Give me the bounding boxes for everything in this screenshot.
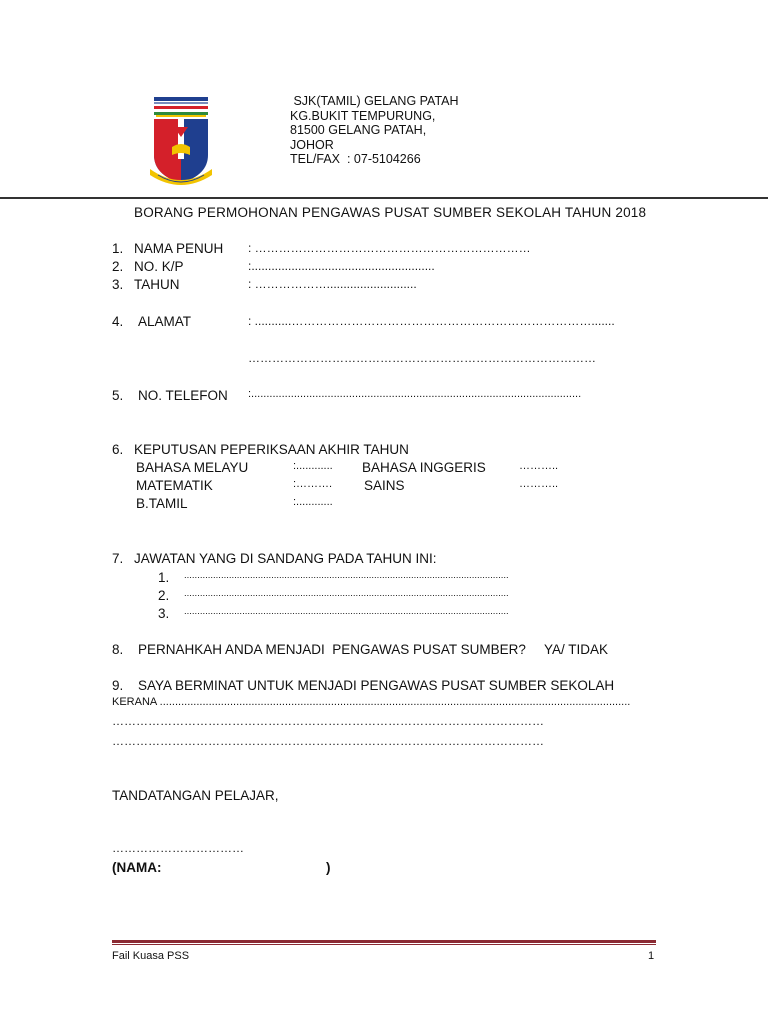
q3-answer-line[interactable]: : ………………........................... xyxy=(248,277,417,291)
q9-label: SAYA BERMINAT UNTUK MENJADI PENGAWAS PUSAT SUMBER SEKOLAH xyxy=(138,678,615,693)
q1-number: 1. xyxy=(112,241,124,256)
subject-line-bi[interactable]: ……….. xyxy=(519,460,559,472)
position-item-line[interactable]: ........................................................................................................................... xyxy=(184,588,509,599)
page-number: 1 xyxy=(648,950,655,962)
signature-label: TANDATANGAN PELAJAR, xyxy=(112,788,279,803)
form-title: BORANG PERMOHONAN PENGAWAS PUSAT SUMBER SEKOLAH TAHUN 2018 xyxy=(134,205,647,220)
q1-label: NAMA PENUH xyxy=(134,241,224,256)
subject-name-math: MATEMATIK xyxy=(136,478,213,493)
q9-answer-line-2[interactable]: ……………………………………………………………………………………………… xyxy=(112,714,544,728)
q8-number: 8. xyxy=(112,642,124,657)
q3-number: 3. xyxy=(112,277,124,292)
name-close: ) xyxy=(326,860,331,875)
q5-number: 5. xyxy=(112,388,124,403)
position-item-number: 1. xyxy=(158,570,170,585)
subject-line-btamil[interactable]: :............ xyxy=(293,496,333,508)
q8-answer[interactable]: YA/ TIDAK xyxy=(544,642,609,657)
subject-name-sains: SAINS xyxy=(364,478,405,493)
subject-line-bm[interactable]: :............ xyxy=(293,460,333,472)
q9-number: 9. xyxy=(112,678,124,693)
q2-number: 2. xyxy=(112,259,124,274)
header-divider xyxy=(0,197,768,199)
q1-answer-line[interactable]: : …………………………………………………………… xyxy=(248,241,531,255)
school-phone: TEL/FAX : 07-5104266 xyxy=(290,152,421,166)
school-state: JOHOR xyxy=(290,137,334,152)
q2-answer-line[interactable]: :....................................................... xyxy=(248,259,435,273)
subject-line-sains[interactable]: ……….. xyxy=(519,478,559,490)
subject-name-bm: BAHASA MELAYU xyxy=(136,460,249,475)
q8-label: PERNAHKAH ANDA MENJADI PENGAWAS PUSAT SUMBER? xyxy=(138,642,526,657)
q4-answer-line-1[interactable]: : ...........…………………………………………………………………....... xyxy=(248,314,615,328)
q2-label: NO. K/P xyxy=(134,259,184,274)
position-item-number: 2. xyxy=(158,588,170,603)
signature-line[interactable]: …………………………… xyxy=(112,841,244,855)
q6-label: KEPUTUSAN PEPERIKSAAN AKHIR TAHUN xyxy=(134,442,409,457)
q3-label: TAHUN xyxy=(134,277,180,292)
q5-answer-line[interactable]: :............................................................................................................ xyxy=(248,388,582,400)
q7-label: JAWATAN YANG DI SANDANG PADA TAHUN INI: xyxy=(134,551,437,566)
school-address-line: KG.BUKIT TEMPURUNG, xyxy=(290,108,436,123)
subject-name-btamil: B.TAMIL xyxy=(136,496,188,511)
q4-number: 4. xyxy=(112,314,124,329)
footer-rule xyxy=(112,940,656,943)
school-postcode-line: 81500 GELANG PATAH, xyxy=(290,123,427,137)
q5-label: NO. TELEFON xyxy=(138,388,228,403)
name-open: (NAMA: xyxy=(112,860,162,875)
q7-number: 7. xyxy=(112,551,124,566)
q4-label: ALAMAT xyxy=(138,314,192,329)
footer-file-label: Fail Kuasa PSS xyxy=(112,950,190,962)
school-name: SJK(TAMIL) GELANG PATAH xyxy=(290,94,459,108)
subject-name-bi: BAHASA INGGERIS xyxy=(362,460,486,475)
q6-number: 6. xyxy=(112,442,124,457)
subject-line-math[interactable]: :………. xyxy=(293,478,333,490)
q9-kerana-line[interactable]: KERANA .......................................................................................................................................................... xyxy=(112,696,631,708)
q9-answer-line-3[interactable]: ……………………………………………………………………………………………… xyxy=(112,734,544,748)
position-item-line[interactable]: ........................................................................................................................... xyxy=(184,570,509,581)
footer-rule-thin xyxy=(112,944,656,945)
position-item-line[interactable]: ........................................................................................................................... xyxy=(184,606,509,617)
school-logo xyxy=(148,95,214,191)
position-item-number: 3. xyxy=(158,606,170,621)
school-address-block xyxy=(290,94,459,167)
q4-answer-line-2[interactable]: …………………………………………………………………………… xyxy=(248,351,596,365)
